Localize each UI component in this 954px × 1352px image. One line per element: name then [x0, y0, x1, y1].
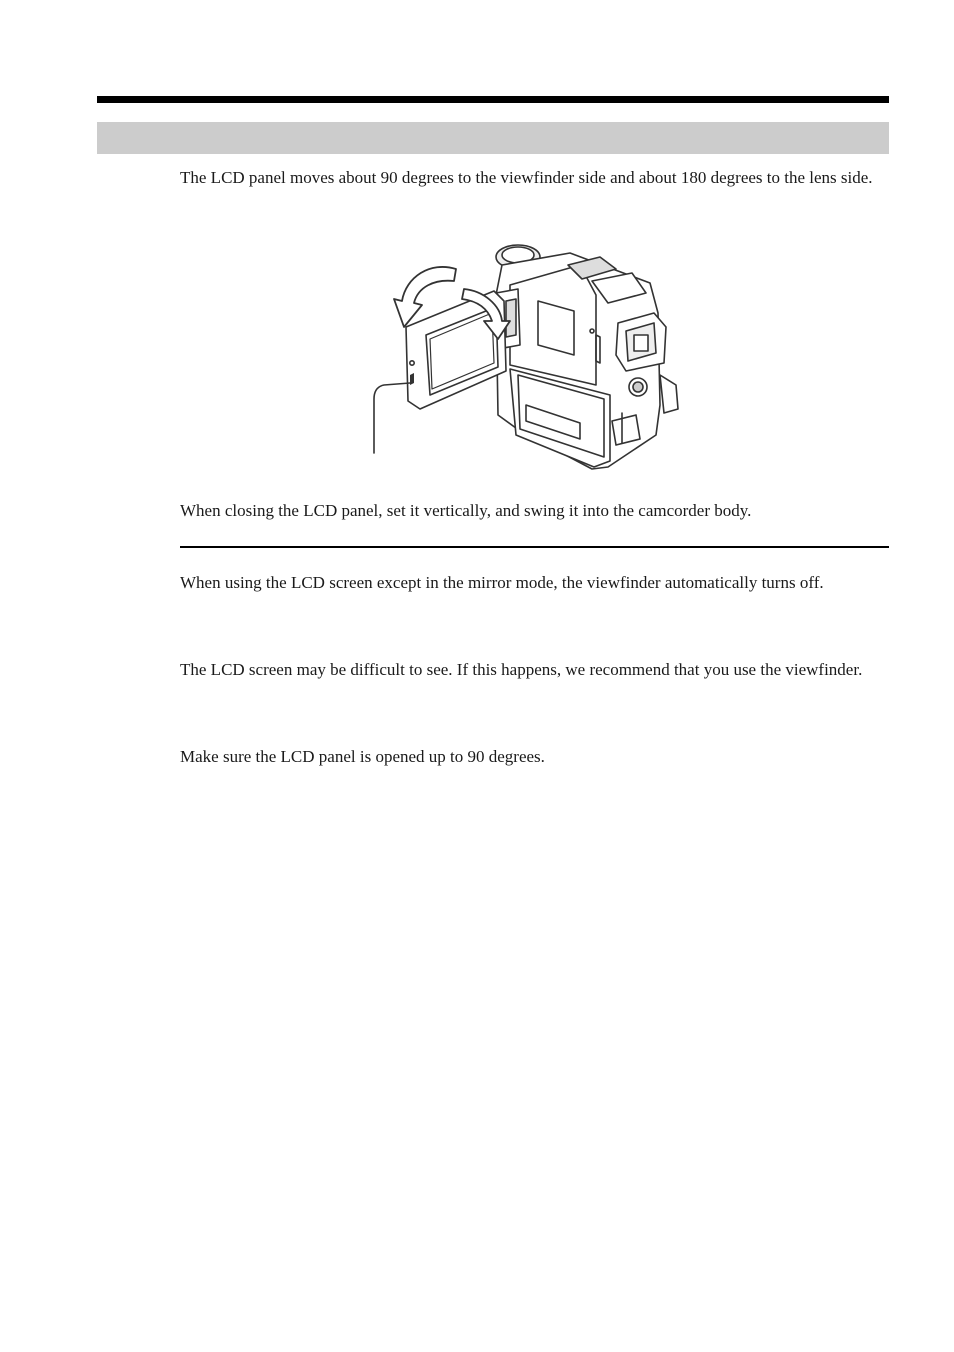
note-difficult-paragraph: The LCD screen may be difficult to see. If this happens, we recommend that you use the viewfinder. — [180, 660, 863, 679]
note-open-paragraph: Make sure the LCD panel is opened up to 90 degrees. — [180, 747, 545, 766]
camcorder-lcd-panel-illustration — [360, 235, 700, 475]
section-header-band — [97, 122, 889, 154]
note-viewfinder-paragraph: When using the LCD screen except in the mirror mode, the viewfinder automatically turns off. — [180, 573, 824, 592]
top-rule — [97, 96, 889, 103]
notes-divider — [180, 546, 889, 548]
closing-paragraph: When closing the LCD panel, set it vertically, and swing it into the camcorder body. — [180, 501, 752, 520]
intro-paragraph: The LCD panel moves about 90 degrees to the viewfinder side and about 180 degrees to the lens side. — [180, 168, 873, 187]
camcorder-figure — [360, 235, 700, 475]
